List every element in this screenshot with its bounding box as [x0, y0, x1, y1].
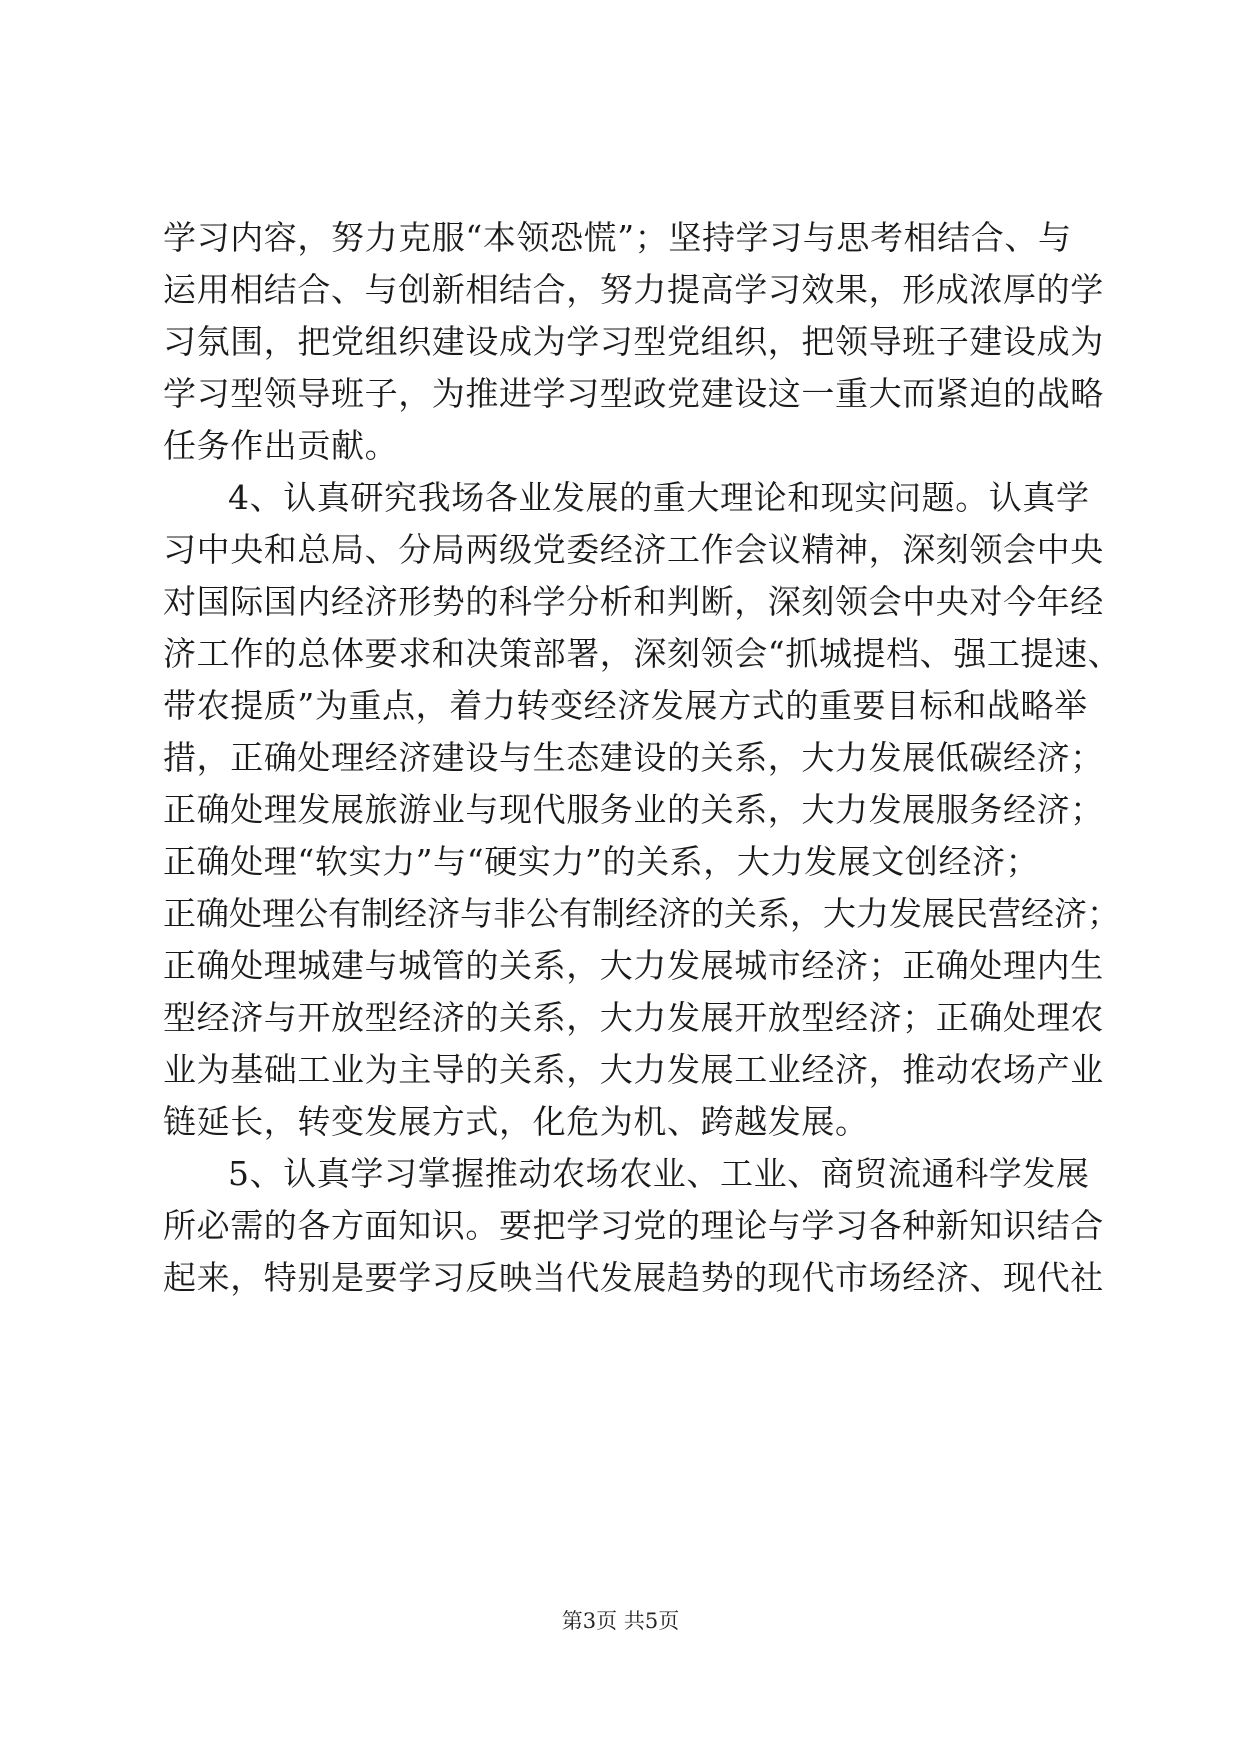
text-line: 正确处理发展旅游业与现代服务业的关系，大力发展服务经济； [163, 790, 1104, 829]
text-line: 业为基础工业为主导的关系，大力发展工业经济，推动农场产业 [163, 1050, 1104, 1089]
text-line: 学习型领导班子，为推进学习型政党建设这一重大而紧迫的战略 [163, 374, 1104, 413]
paragraph-5-first-line: 5、认真学习掌握推动农场农业、工业、商贸流通科学发展 [228, 1154, 1090, 1193]
text-line: 习中央和总局、分局两级党委经济工作会议精神，深刻领会中央 [163, 530, 1104, 569]
text-line: 起来，特别是要学习反映当代发展趋势的现代市场经济、现代社 [163, 1258, 1104, 1297]
page-footer: 第3页 共5页 [561, 1609, 680, 1633]
text-line: 济工作的总体要求和决策部署，深刻领会“抓城提档、强工提速、 [163, 634, 1122, 673]
text-line: 正确处理公有制经济与非公有制经济的关系，大力发展民营经济； [163, 894, 1120, 933]
text-line: 链延长，转变发展方式，化危为机、跨越发展。 [163, 1102, 869, 1141]
text-line: 对国际国内经济形势的科学分析和判断，深刻领会中央对今年经 [163, 582, 1104, 621]
text-line: 所必需的各方面知识。要把学习党的理论与学习各种新知识结合 [163, 1206, 1104, 1245]
text-line: 带农提质”为重点，着力转变经济发展方式的重要目标和战略举 [163, 686, 1088, 725]
text-line: 型经济与开放型经济的关系，大力发展开放型经济；正确处理农 [163, 998, 1104, 1037]
text-line: 习氛围，把党组织建设成为学习型党组织，把领导班子建设成为 [163, 322, 1104, 361]
text-line: 正确处理城建与城管的关系，大力发展城市经济；正确处理内生 [163, 946, 1104, 985]
text-line: 措，正确处理经济建设与生态建设的关系，大力发展低碳经济； [163, 738, 1104, 777]
paragraph-4-first-line: 4、认真研究我场各业发展的重大理论和现实问题。认真学 [228, 478, 1090, 517]
text-line: 学习内容，努力克服“本领恐慌”；坚持学习与思考相结合、与 [163, 218, 1072, 257]
text-line: 任务作出贡献。 [163, 426, 399, 465]
text-line: 正确处理“软实力”与“硬实力”的关系，大力发展文创经济； [163, 842, 1040, 881]
text-line: 运用相结合、与创新相结合，努力提高学习效果，形成浓厚的学 [163, 270, 1104, 309]
